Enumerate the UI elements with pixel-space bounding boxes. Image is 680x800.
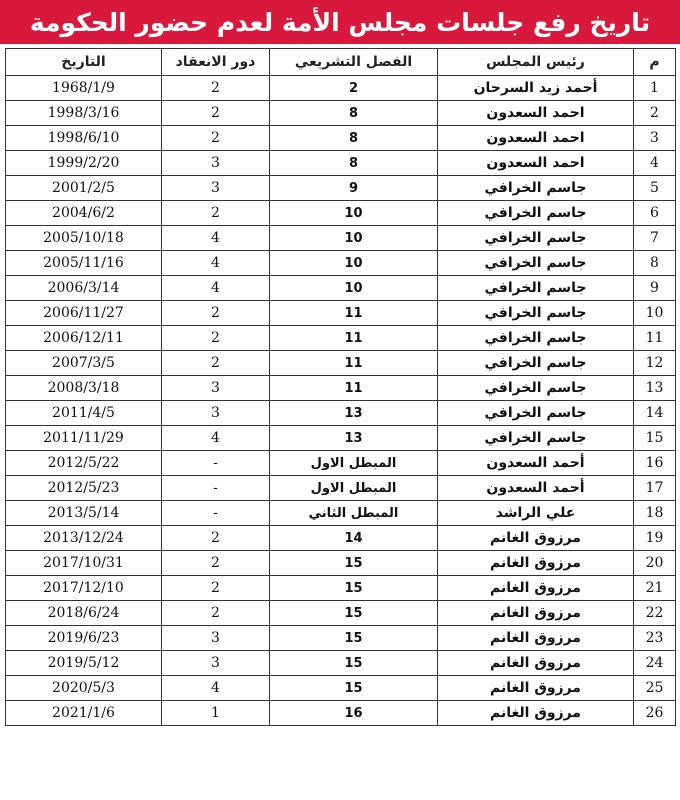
table-row <box>6 676 676 701</box>
cell-round: 2 <box>162 301 270 326</box>
header-m: م <box>634 49 676 76</box>
table-row <box>6 251 676 276</box>
header-speaker: رئيس المجلس <box>438 49 634 76</box>
cell-term: 2 <box>270 76 438 101</box>
cell-speaker: أحمد السعدون <box>438 451 634 476</box>
cell-date: 2017/10/31 <box>6 551 162 576</box>
cell-number: 8 <box>634 251 676 276</box>
cell-speaker: مرزوق الغانم <box>438 701 634 726</box>
cell-term: 11 <box>270 326 438 351</box>
cell-date: 1998/3/16 <box>6 101 162 126</box>
cell-round: - <box>162 501 270 526</box>
cell-term: 11 <box>270 301 438 326</box>
cell-speaker: مرزوق الغانم <box>438 601 634 626</box>
cell-date: 2001/2/5 <box>6 176 162 201</box>
cell-number: 26 <box>634 701 676 726</box>
cell-number: 12 <box>634 351 676 376</box>
table-row <box>6 326 676 351</box>
cell-term: 8 <box>270 101 438 126</box>
cell-number: 2 <box>634 101 676 126</box>
cell-number: 25 <box>634 676 676 701</box>
cell-date: 1999/2/20 <box>6 151 162 176</box>
cell-number: 1 <box>634 76 676 101</box>
cell-round: 3 <box>162 176 270 201</box>
cell-speaker: مرزوق الغانم <box>438 651 634 676</box>
cell-term: 11 <box>270 376 438 401</box>
cell-number: 7 <box>634 226 676 251</box>
cell-number: 24 <box>634 651 676 676</box>
cell-number: 16 <box>634 451 676 476</box>
cell-date: 2013/5/14 <box>6 501 162 526</box>
cell-round: 4 <box>162 276 270 301</box>
cell-number: 21 <box>634 576 676 601</box>
cell-round: 3 <box>162 376 270 401</box>
cell-speaker: مرزوق الغانم <box>438 626 634 651</box>
header-row <box>6 49 676 76</box>
cell-speaker: جاسم الخرافي <box>438 251 634 276</box>
cell-number: 22 <box>634 601 676 626</box>
cell-date: 2006/11/27 <box>6 301 162 326</box>
cell-term: 13 <box>270 426 438 451</box>
table-row <box>6 451 676 476</box>
cell-round: 2 <box>162 201 270 226</box>
cell-round: 2 <box>162 576 270 601</box>
cell-round: 2 <box>162 326 270 351</box>
cell-speaker: جاسم الخرافي <box>438 376 634 401</box>
cell-term: 13 <box>270 401 438 426</box>
cell-speaker: جاسم الخرافي <box>438 201 634 226</box>
cell-round: 2 <box>162 526 270 551</box>
cell-date: 1998/6/10 <box>6 126 162 151</box>
cell-round: 2 <box>162 551 270 576</box>
table-row <box>6 501 676 526</box>
cell-date: 2019/5/12 <box>6 651 162 676</box>
cell-date: 2005/10/18 <box>6 226 162 251</box>
cell-number: 19 <box>634 526 676 551</box>
cell-date: 2008/3/18 <box>6 376 162 401</box>
cell-speaker: جاسم الخرافي <box>438 276 634 301</box>
cell-term: 8 <box>270 151 438 176</box>
cell-round: 4 <box>162 676 270 701</box>
cell-term: 16 <box>270 701 438 726</box>
cell-date: 2018/6/24 <box>6 601 162 626</box>
cell-term: 9 <box>270 176 438 201</box>
cell-term: 10 <box>270 251 438 276</box>
cell-round: 4 <box>162 251 270 276</box>
cell-number: 11 <box>634 326 676 351</box>
table-row <box>6 426 676 451</box>
table-row <box>6 351 676 376</box>
cell-speaker: مرزوق الغانم <box>438 676 634 701</box>
table-row <box>6 151 676 176</box>
cell-number: 17 <box>634 476 676 501</box>
cell-date: 2011/4/5 <box>6 401 162 426</box>
cell-speaker: جاسم الخرافي <box>438 301 634 326</box>
cell-term: المبطل الثاني <box>270 501 438 526</box>
cell-term: 10 <box>270 201 438 226</box>
cell-round: 2 <box>162 601 270 626</box>
table-title: تاريخ رفع جلسات مجلس الأمة لعدم حضور الحكومة <box>0 0 680 44</box>
cell-date: 2005/11/16 <box>6 251 162 276</box>
cell-speaker: جاسم الخرافي <box>438 401 634 426</box>
header-round: دور الانعقاد <box>162 49 270 76</box>
cell-term: 15 <box>270 676 438 701</box>
cell-term: 8 <box>270 126 438 151</box>
cell-date: 2020/5/3 <box>6 676 162 701</box>
table-row <box>6 401 676 426</box>
cell-date: 2007/3/5 <box>6 351 162 376</box>
header-date: التاريخ <box>6 49 162 76</box>
cell-round: 3 <box>162 151 270 176</box>
cell-round: 3 <box>162 401 270 426</box>
table-row <box>6 176 676 201</box>
cell-speaker: جاسم الخرافي <box>438 351 634 376</box>
header-term: الفصل التشريعي <box>270 49 438 76</box>
cell-speaker: علي الراشد <box>438 501 634 526</box>
cell-number: 5 <box>634 176 676 201</box>
cell-speaker: أحمد السعدون <box>438 476 634 501</box>
cell-number: 14 <box>634 401 676 426</box>
cell-number: 13 <box>634 376 676 401</box>
cell-speaker: أحمد زيد السرحان <box>438 76 634 101</box>
cell-term: 14 <box>270 526 438 551</box>
cell-speaker: جاسم الخرافي <box>438 426 634 451</box>
cell-date: 2019/6/23 <box>6 626 162 651</box>
cell-term: 15 <box>270 551 438 576</box>
table-row <box>6 626 676 651</box>
cell-number: 18 <box>634 501 676 526</box>
cell-date: 2006/12/11 <box>6 326 162 351</box>
cell-term: 10 <box>270 276 438 301</box>
table-row <box>6 551 676 576</box>
cell-round: 2 <box>162 126 270 151</box>
table-row <box>6 601 676 626</box>
cell-round: 2 <box>162 76 270 101</box>
cell-term: 15 <box>270 626 438 651</box>
sessions-table <box>5 48 676 726</box>
table-row <box>6 376 676 401</box>
table-row <box>6 226 676 251</box>
cell-round: 4 <box>162 226 270 251</box>
cell-number: 9 <box>634 276 676 301</box>
table-row <box>6 201 676 226</box>
cell-speaker: جاسم الخرافي <box>438 176 634 201</box>
table-row <box>6 301 676 326</box>
table-row <box>6 701 676 726</box>
cell-term: 15 <box>270 651 438 676</box>
table-row <box>6 651 676 676</box>
cell-date: 2017/12/10 <box>6 576 162 601</box>
cell-date: 2013/12/24 <box>6 526 162 551</box>
cell-number: 23 <box>634 626 676 651</box>
cell-speaker: مرزوق الغانم <box>438 526 634 551</box>
cell-date: 2012/5/22 <box>6 451 162 476</box>
sessions-table-container <box>5 48 675 798</box>
cell-speaker: جاسم الخرافي <box>438 326 634 351</box>
table-row <box>6 76 676 101</box>
cell-date: 2004/6/2 <box>6 201 162 226</box>
cell-round: 1 <box>162 701 270 726</box>
cell-speaker: جاسم الخرافي <box>438 226 634 251</box>
table-row <box>6 101 676 126</box>
cell-round: 3 <box>162 651 270 676</box>
cell-number: 15 <box>634 426 676 451</box>
cell-speaker: مرزوق الغانم <box>438 551 634 576</box>
cell-term: 10 <box>270 226 438 251</box>
cell-term: 11 <box>270 351 438 376</box>
cell-term: 15 <box>270 601 438 626</box>
cell-number: 3 <box>634 126 676 151</box>
cell-number: 4 <box>634 151 676 176</box>
table-row <box>6 476 676 501</box>
cell-speaker: مرزوق الغانم <box>438 576 634 601</box>
cell-date: 2006/3/14 <box>6 276 162 301</box>
cell-round: - <box>162 476 270 501</box>
cell-term: المبطل الاول <box>270 476 438 501</box>
cell-round: - <box>162 451 270 476</box>
cell-date: 1968/1/9 <box>6 76 162 101</box>
cell-round: 2 <box>162 101 270 126</box>
cell-round: 3 <box>162 626 270 651</box>
cell-term: المبطل الاول <box>270 451 438 476</box>
cell-date: 2021/1/6 <box>6 701 162 726</box>
cell-round: 4 <box>162 426 270 451</box>
table-row <box>6 276 676 301</box>
cell-date: 2011/11/29 <box>6 426 162 451</box>
cell-number: 20 <box>634 551 676 576</box>
table-row <box>6 576 676 601</box>
cell-number: 10 <box>634 301 676 326</box>
cell-term: 15 <box>270 576 438 601</box>
cell-speaker: احمد السعدون <box>438 101 634 126</box>
cell-date: 2012/5/23 <box>6 476 162 501</box>
cell-number: 6 <box>634 201 676 226</box>
cell-speaker: احمد السعدون <box>438 151 634 176</box>
table-row <box>6 126 676 151</box>
cell-speaker: احمد السعدون <box>438 126 634 151</box>
cell-round: 2 <box>162 351 270 376</box>
table-row <box>6 526 676 551</box>
